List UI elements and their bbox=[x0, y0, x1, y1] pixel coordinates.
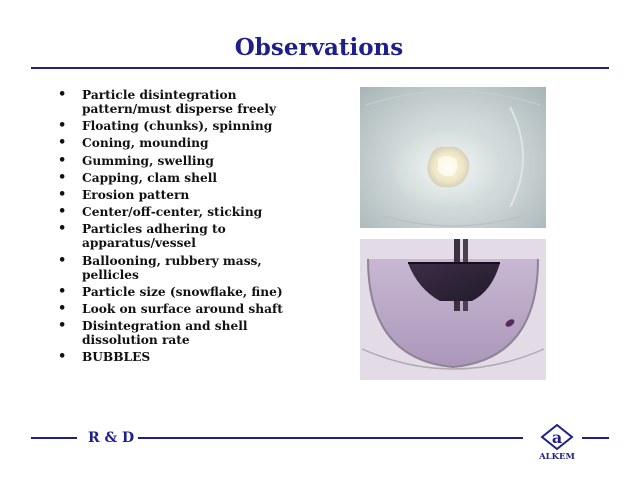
list-item: • Erosion pattern bbox=[58, 188, 308, 202]
tablet-vessel-photo bbox=[360, 87, 546, 228]
list-item: • Look on surface around shaft bbox=[58, 302, 308, 316]
section-label: R & D bbox=[88, 430, 135, 446]
list-item: • Particle disintegration pattern/must disperse freely bbox=[58, 88, 308, 116]
list-item: • Particles adhering to apparatus/vessel bbox=[58, 222, 308, 250]
list-item: • Floating (chunks), spinning bbox=[58, 119, 308, 133]
alkem-logo bbox=[532, 424, 582, 474]
slide-title: Observations bbox=[234, 34, 404, 61]
footer-rule-center bbox=[138, 437, 523, 439]
list-item: • Disintegration and shell dissolution rate bbox=[58, 319, 308, 347]
list-item: • Capping, clam shell bbox=[58, 171, 308, 185]
list-item: • Gumming, swelling bbox=[58, 154, 308, 168]
logo-name: ALKEM bbox=[539, 452, 575, 462]
list-item: • Ballooning, rubbery mass, pellicles bbox=[58, 254, 308, 282]
list-item: • BUBBLES bbox=[58, 350, 308, 364]
paddle-vessel-photo bbox=[360, 239, 546, 380]
footer-rule-left bbox=[31, 437, 77, 439]
list-item: • Coning, mounding bbox=[58, 136, 308, 150]
observation-list bbox=[58, 88, 308, 367]
list-item: • Center/off-center, sticking bbox=[58, 205, 308, 219]
logo-letter: a bbox=[551, 428, 563, 447]
title-divider bbox=[31, 67, 609, 69]
list-item: • Particle size (snowflake, fine) bbox=[58, 285, 308, 299]
logo-diamond-icon bbox=[532, 424, 582, 452]
footer-rule-right bbox=[582, 437, 609, 439]
